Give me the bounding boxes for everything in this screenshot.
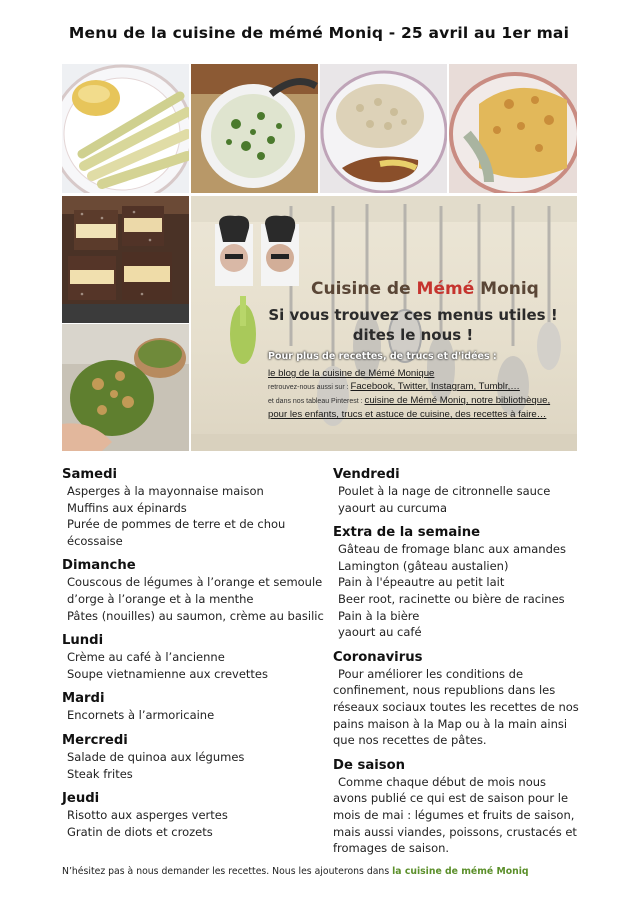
menu-item: Asperges à la mayonnaise maison [67,484,264,498]
menu-item: Poulet à la nage de citronnelle sauce yaourt au curcuma [338,484,551,515]
menu-item: yaourt au café [338,625,422,640]
menu-section [333,649,579,749]
menu-section [62,466,324,549]
banner-links [268,367,568,421]
footer-brand-link[interactable]: la cuisine de mémé Moniq [392,866,529,877]
menu-item: Pain à l'épeautre au petit lait [338,575,505,590]
menu-section [62,632,324,682]
banner-brand [311,279,539,299]
social-prefix: retrouvez-nous aussi sur : [268,384,351,391]
menu-item: Beer root, racinette ou bière de racines [338,591,565,606]
menu-section [333,466,579,516]
brand-prefix: Cuisine de [311,279,417,299]
page-title: Menu de la cuisine de mémé Moniq - 25 avril au 1er mai [68,24,570,42]
menu-section [62,732,324,782]
muffins-epinards-photo [62,324,189,451]
menu-item: Gâteau de fromage blanc aux amandes [338,542,566,557]
section-heading: De saison [333,757,406,773]
right-column [333,466,579,865]
left-column [62,466,324,848]
section-heading: Mardi [62,691,105,707]
menu-item: Encornets à l’armoricaine [67,708,215,723]
section-heading: Coronavirus [333,649,423,665]
brand-suffix: Moniq [474,279,539,299]
chef-faces-icon [215,214,299,290]
menu-item: Pain à la bière [338,608,420,623]
lamington-photo [62,196,189,323]
banner-slogan [263,305,563,345]
blog-link[interactable]: le blog de la cuisine de Mémé Monique [268,368,435,379]
menu-item: Pâtes (nouilles) au saumon, crème au basilic [67,608,324,623]
section-paragraph: Pour améliorer les conditions de confinement, nous republions dans les réseaux sociaux toutes les recettes de nos pains maison à la Map ou à la main ainsi que nos recettes de pâtes. [333,666,579,748]
section-paragraph: Comme chaque début de mois nous avons publié ce qui est de saison pour le mois de mai : légumes et fruits de saison, mais aussi viandes, poissons, crustacés et fromages de saison. [333,774,577,856]
menu-item: Lamington (gâteau austalien) [338,558,509,573]
menu-item: Gratin de diots et crozets [67,824,213,839]
brand-accent: Mémé [416,279,475,299]
slogan-line-1: Si vous trouvez ces menus utiles ! [268,306,558,324]
slogan-line-2: dites le nous ! [352,326,474,344]
menu-item: Steak frites [67,766,133,781]
footer [62,866,529,877]
promo-banner [191,196,577,451]
menu-section [62,690,324,724]
pinterest-prefix: et dans nos tableau Pinterest : [268,398,365,405]
menu-section [333,757,579,857]
menu-item: Crème au café à l’ancienne [67,650,225,665]
menu-item: Purée de pommes de terre et de chou écossaise [67,517,286,548]
pates-saumon-photo [320,64,447,193]
pinterest-link[interactable]: cuisine de Mémé Moniq, notre bibliothèque, pour les enfants, trucs et astuce de cuisine, des recettes à faire… [268,395,551,420]
section-heading: Vendredi [333,467,400,482]
banner-info-heading: Pour plus de recettes, de trucs et d'idées : [268,351,497,362]
menu-item: Risotto aux asperges vertes [67,808,228,823]
section-heading: Lundi [62,633,104,649]
menu-item: Salade de quinoa aux légumes [67,749,245,764]
menu-item: Muffins aux épinards [67,500,187,515]
section-heading: Samedi [62,467,118,482]
section-heading: Dimanche [62,558,136,574]
gratin-photo [449,64,577,193]
menu-item: Soupe vietnamienne aux crevettes [67,666,268,681]
section-heading: Jeudi [62,791,100,807]
menu-section [62,557,324,624]
social-links[interactable]: Facebook, Twitter, Instagram, Tumblr,… [350,381,520,392]
menu-section [62,790,324,840]
section-heading: Extra de la semaine [333,525,481,541]
footer-text: N’hésitez pas à nous demander les recettes. Nous les ajouterons dans [62,866,393,877]
menu-section [333,524,579,641]
menu-item: Couscous de légumes à l’orange et semoule d’orge à l’orange et à la menthe [67,575,323,606]
section-heading: Mercredi [62,732,128,748]
asperges-mayonnaise-photo [62,64,189,193]
soupe-crevettes-photo [191,64,318,193]
